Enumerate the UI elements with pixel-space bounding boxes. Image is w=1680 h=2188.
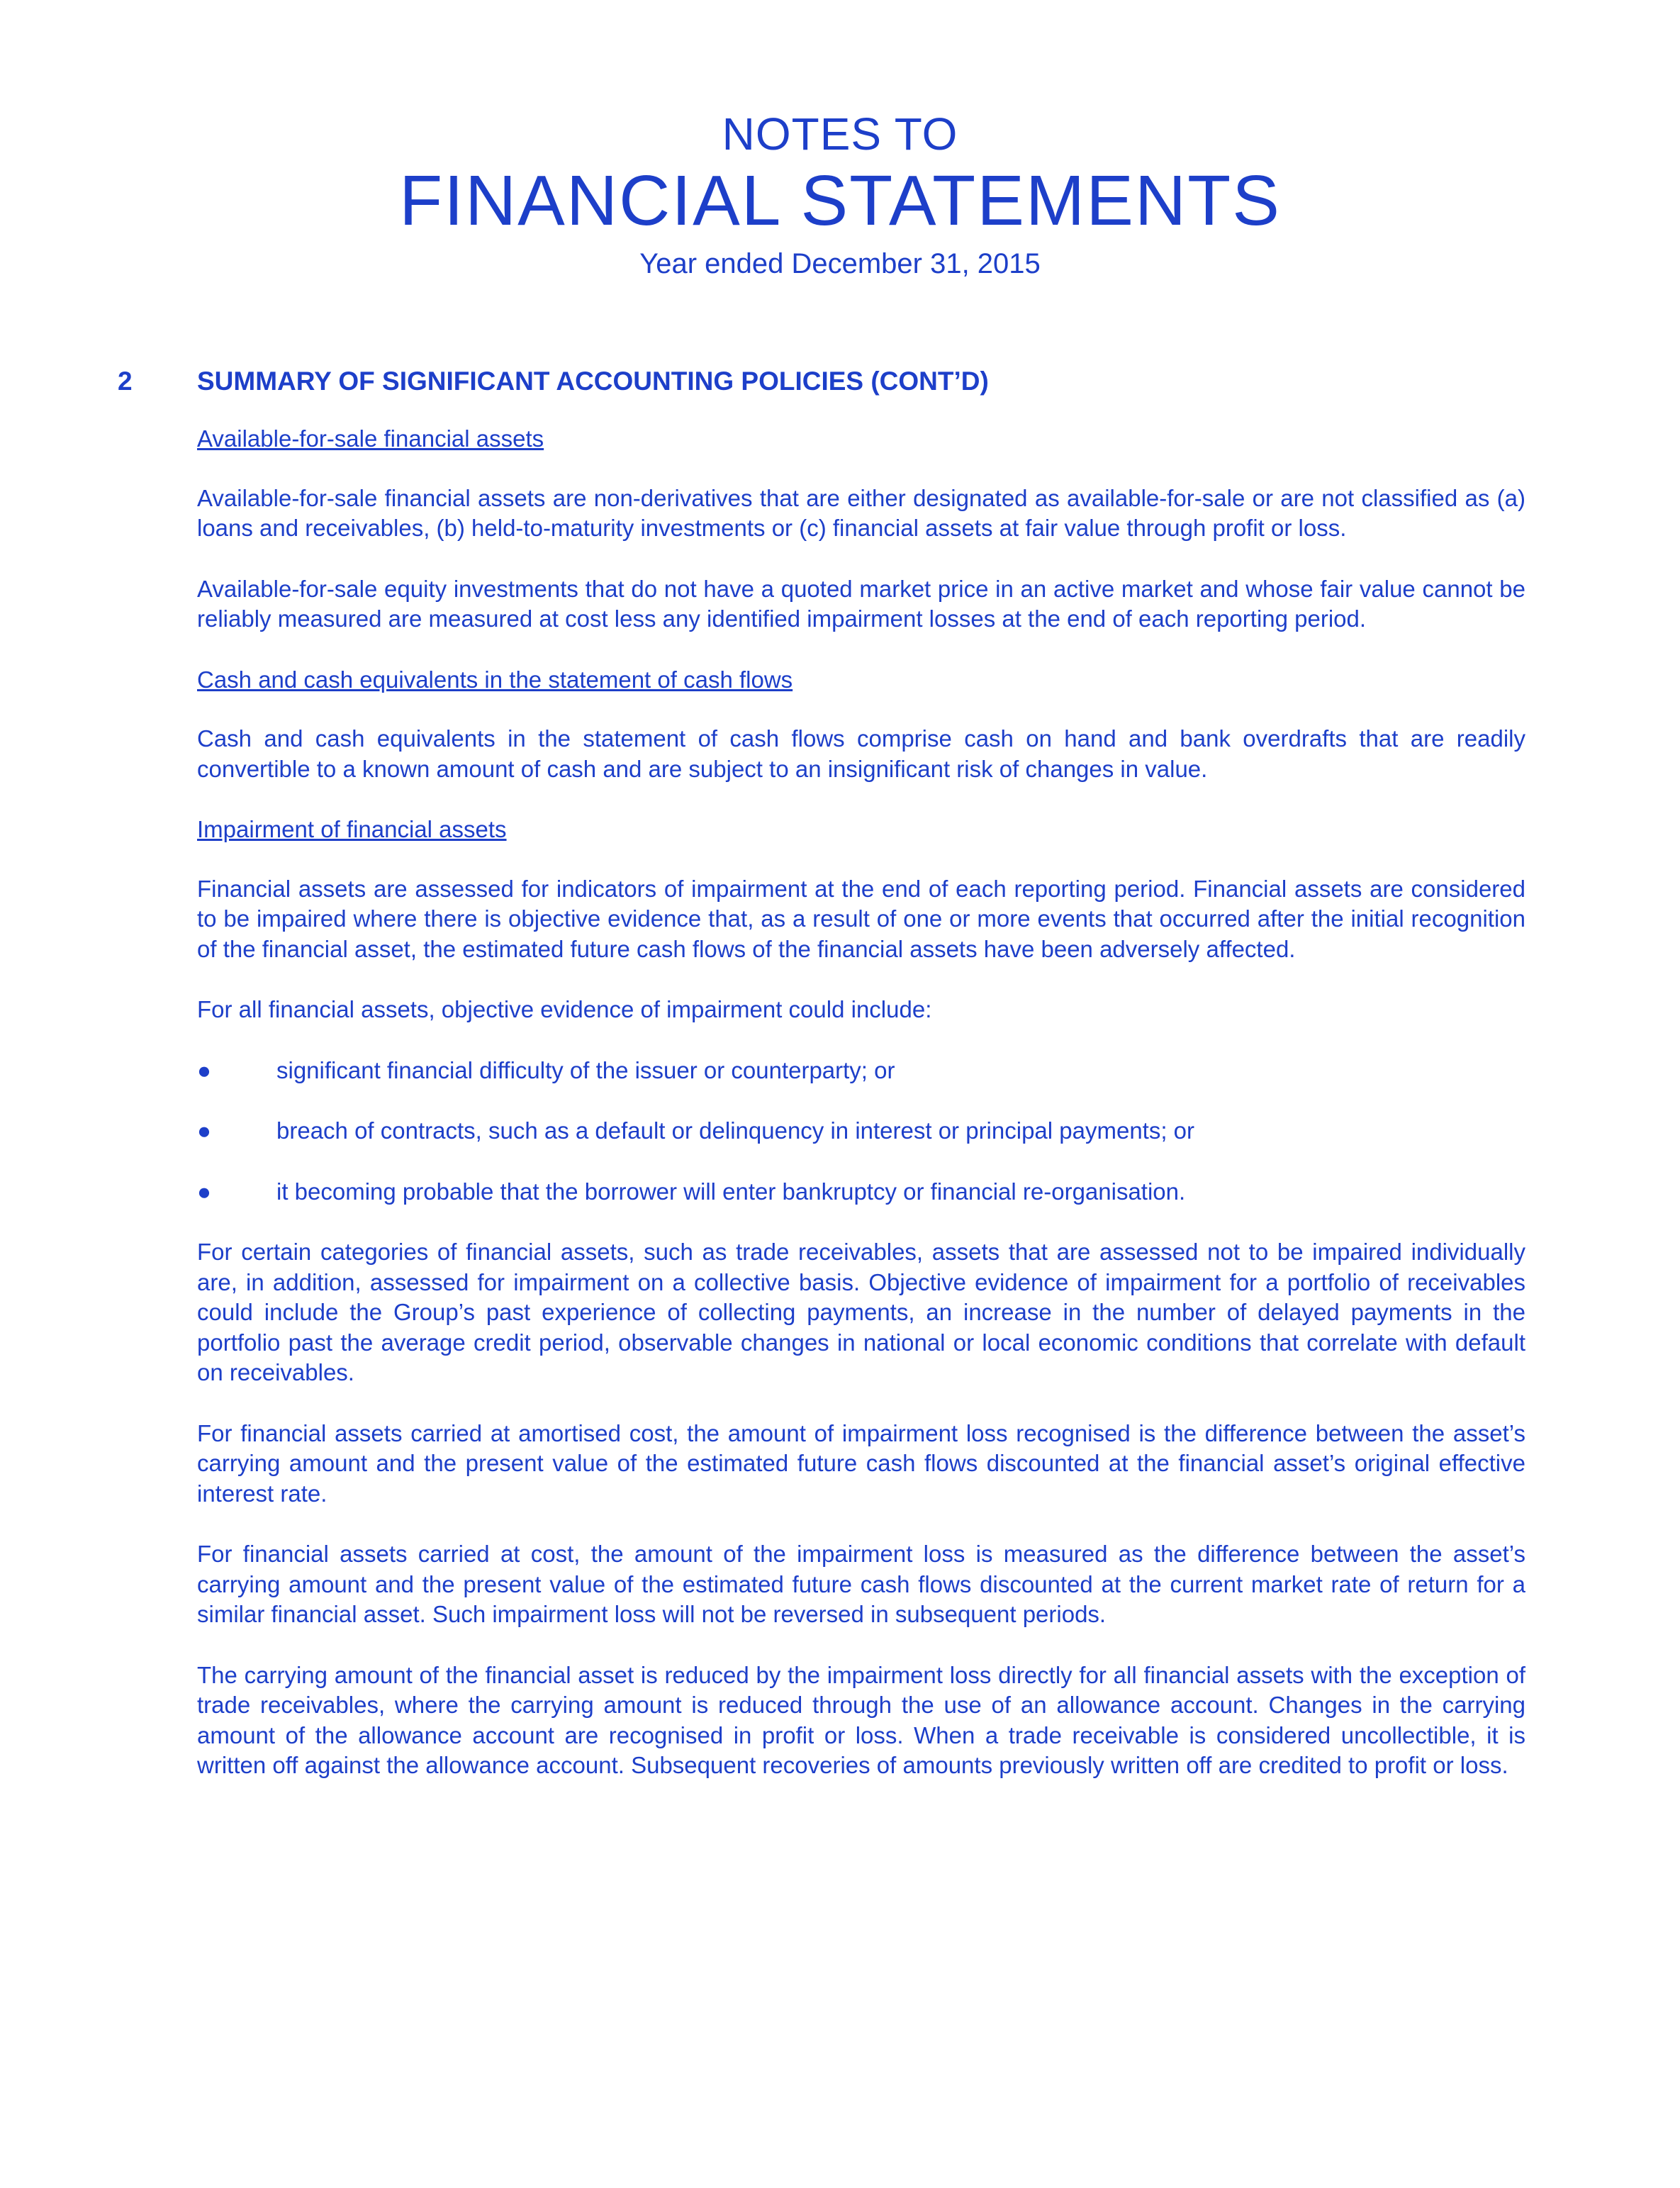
paragraph-afs-definition: Available-for-sale financial assets are non-derivatives that are either designated as available-for-sale or are not classified as (a) loans and receivables, (b) held-to-maturity investments or (c) financial assets at fair value through profit or loss. [197,484,1525,541]
bullet-icon: ● [197,1117,211,1144]
page-title: FINANCIAL STATEMENTS [399,161,1281,240]
bullet-icon: ● [197,1178,211,1205]
section-heading [118,363,1535,400]
paragraph-afs-equity: Available-for-sale equity investments that do not have a quoted market price in an active market and whose fair value cannot be reliably measured are measured at cost less any identified impairment losses at the end of each reporting period. [197,575,1525,632]
notes-body [197,424,1525,1812]
bullet-icon: ● [197,1056,211,1083]
page-header [0,106,1680,285]
section-number: 2 [118,367,133,396]
section-title: SUMMARY OF SIGNIFICANT ACCOUNTING POLICIES (CONT’D) [197,367,989,396]
paragraph-amortised-cost: For financial assets carried at amortised cost, the amount of impairment loss recognised is the difference between the asset’s carrying amount and the present value of the estimated future cash flows discounted at the financial asset’s original effective interest rate. [197,1419,1525,1507]
page-subtitle: Year ended December 31, 2015 [639,248,1041,279]
list-item-text: breach of contracts, such as a default or delinquency in interest or principal payments; or [276,1117,1195,1144]
subheading-afs: Available-for-sale financial assets [197,425,544,452]
paragraph-collective-basis: For certain categories of financial assets, such as trade receivables, assets that are assessed not to be impaired individually are, in addition, assessed for impairment on a collective basis. Objective evidence of impairment for a portfolio of receivables could include the Group’s past experience of collecting payments, an increase in the number of delayed payments in the portfolio past the average credit period, observable changes in national or local economic conditions that correlate with default on receivables. [197,1239,1525,1385]
list-item-text: significant financial difficulty of the issuer or counterparty; or [276,1056,895,1083]
list-item [197,1177,1525,1207]
header-kicker: NOTES TO [722,108,958,160]
paragraph-carried-at-cost: For financial assets carried at cost, the amount of the impairment loss is measured as the difference between the asset’s carrying amount and the present value of the estimated future cash flows discounted at the current market rate of return for a similar financial asset. Such impairment loss will not be reversed in subsequent periods. [197,1541,1525,1627]
list-item [197,1056,1525,1086]
paragraph-cash: Cash and cash equivalents in the statement of cash flows comprise cash on hand and bank overdrafts that are readily convertible to a known amount of cash and are subject to an insignificant risk of changes in value. [197,725,1525,782]
list-item [197,1116,1525,1146]
paragraph-impairment-evidence-intro: For all financial assets, objective evidence of impairment could include: [197,996,932,1022]
subheading-cash: Cash and cash equivalents in the statement of cash flows [197,666,793,693]
paragraph-allowance-account: The carrying amount of the financial asset is reduced by the impairment loss directly for all financial assets with the exception of trade receivables, where the carrying amount is reduced through the use of an allowance account. Changes in the carrying amount of the allowance account are recognised in profit or loss. When a trade receivable is considered uncollectible, it is written off against the allowance account. Subsequent recoveries of amounts previously written off are credited to profit or loss. [197,1661,1525,1778]
subheading-impairment: Impairment of financial assets [197,816,507,842]
paragraph-impairment-assessment: Financial assets are assessed for indicators of impairment at the end of each reporting period. Financial assets are considered to be impaired where there is objective evidence that, as a result of one or more events that occurred after the initial recognition of the financial asset, the estimated future cash flows of the financial assets have been adversely affected. [197,875,1525,962]
list-item-text: it becoming probable that the borrower will enter bankruptcy or financial re-organisation. [276,1178,1186,1205]
